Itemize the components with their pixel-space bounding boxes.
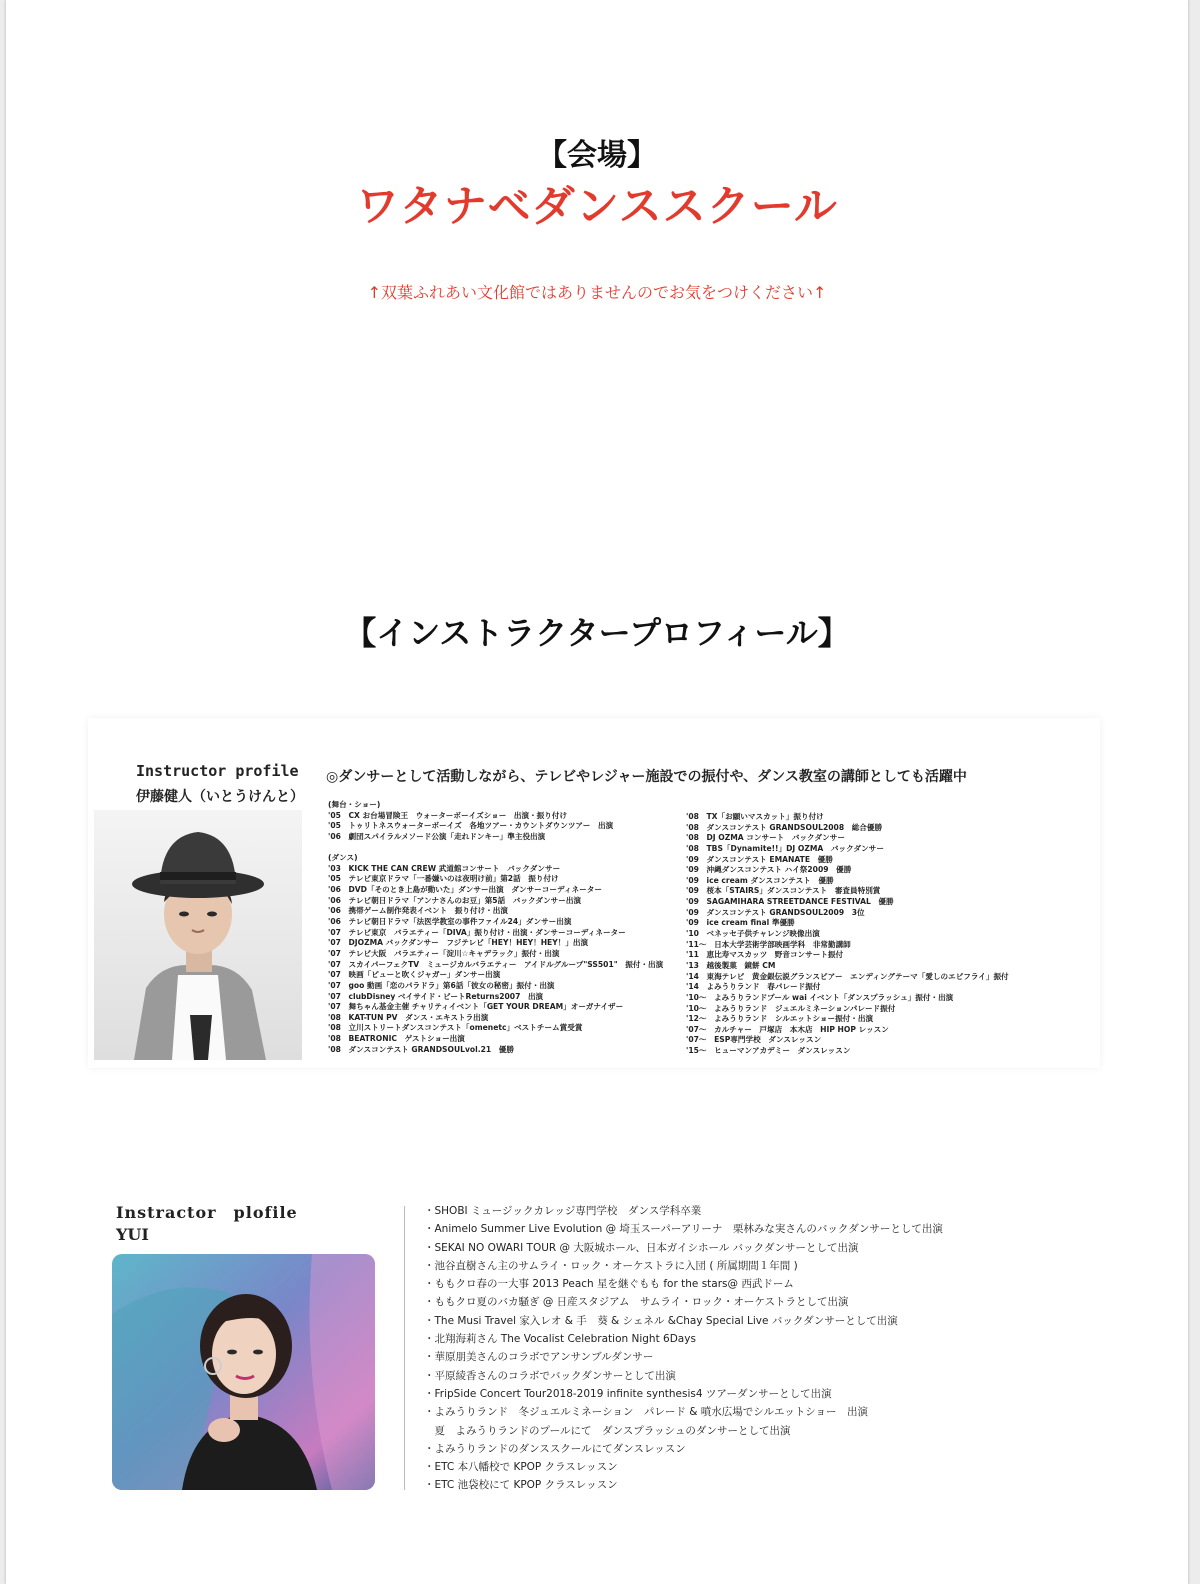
career-line: '09 沖縄ダンスコンテスト ハイ祭2009 優勝 — [686, 865, 852, 875]
career-line: '05 テレビ東京ドラマ「一番嫌いのは夜明け前」第2話 振り付け — [328, 874, 559, 884]
profile1-header: Instructor profile — [136, 762, 299, 780]
profile2-career-list — [424, 1202, 943, 1495]
profile1-name: 伊藤健人（いとうけんと） — [136, 789, 304, 805]
career-line: '12〜 よみうりランド シルエットショー振付・出演 — [686, 1014, 874, 1024]
career-line: '07 舞ちゃん基金主催 チャリティイベント「GET YOUR DREAM」オーガナイザー — [328, 1002, 624, 1012]
career-line: '07 スカイパーフェクTV ミュージカルバラエティー アイドルグループ"SS501" 振付・出演 — [328, 959, 664, 969]
career-line: '06 テレビ朝日ドラマ「アンナさんのお豆」第5話 バックダンサー出演 — [328, 895, 582, 905]
list-item: ・ももクロ春の一大事 2013 Peach 星を継ぐもも for the stars@ 西武ドーム — [424, 1278, 794, 1291]
list-item: ・ETC 本八幡校で KPOP クラスレッスン — [424, 1461, 618, 1474]
career-line: '14 東海テレビ 黄金銀伝説グランスピアー エンディングテーマ「愛しのエビフライ」振付 — [686, 971, 1009, 981]
list-item: ・SHOBI ミュージックカレッジ専門学校 ダンス学科卒業 — [424, 1205, 702, 1217]
venue-name: ワタナベダンススクール — [356, 182, 838, 232]
career-line: '11〜 日本大学芸術学部映画学科 非常勤講師 — [686, 939, 851, 949]
career-line: '06 テレビ朝日ドラマ「法医学教室の事件ファイル24」ダンサー出演 — [328, 917, 572, 927]
career-line: '10 ベネッセ子供チャレンジ映像出演 — [686, 929, 820, 939]
career-line: '09 SAGAMIHARA STREETDANCE FESTIVAL 優勝 — [686, 897, 894, 907]
list-item: ・よみうりランドのダンススクールにてダンスレッスン — [424, 1442, 686, 1455]
list-item: ・北翔海莉さん The Vocalist Celebration Night 6Days — [424, 1333, 696, 1346]
career-line: '09 ice cream ダンスコンテスト 優勝 — [686, 875, 834, 885]
career-line: '05 CX お台場冒険王 ウォーターボーイズショー 出演・振り付け — [328, 810, 568, 820]
venue-note: ↑双葉ふれあい文化館ではありませんのでお気をつけください↑ — [367, 283, 827, 302]
career-line: '07 DJOZMA バックダンサー フジテレビ「HEY！HEY！HEY！」出演 — [328, 938, 589, 948]
career-line: (ダンス) — [328, 853, 358, 863]
list-item: ・Animelo Summer Live Evolution @ 埼玉スーパーアリーナ 栗林みな実さんのバックダンサーとして出演 — [424, 1223, 943, 1236]
career-line: '07 clubDisney ベイサイド・ビートReturns2007 出演 — [328, 991, 544, 1001]
list-item: ・The Musi Travel 家入レオ & 手 葵 & シェネル &Chay Special Live バックダンサーとして出演 — [424, 1314, 898, 1327]
career-line: '06 DVD「そのとき上島が動いた」ダンサー出演 ダンサーコーディネーター — [328, 885, 602, 895]
career-line: '03 KICK THE CAN CREW 武道館コンサート バックダンサー — [328, 863, 561, 873]
career-line: '08 BEATRONIC ゲストショー出演 — [328, 1034, 465, 1044]
career-line: '07〜 ESP専門学校 ダンスレッスン — [686, 1035, 822, 1045]
career-line: '07〜 カルチャー 戸塚店 本木店 HIP HOP レッスン — [686, 1024, 889, 1034]
list-item: ・SEKAI NO OWARI TOUR @ 大阪城ホール、日本ガイシホール バックダンサーとして出演 — [424, 1241, 859, 1254]
career-line — [328, 843, 663, 854]
profile1-career-right — [686, 812, 1009, 1057]
career-line: '09 桜本「STAIRS」ダンスコンテスト 審査員特別賞 — [686, 886, 881, 896]
list-item: ・池谷直樹さん主のサムライ・ロック・オーケストラに入団 ( 所属期間１年間 ) — [424, 1259, 798, 1272]
instructor-profile-heading: 【インストラクタープロフィール】 — [344, 614, 850, 652]
career-line: '06 携帯ゲーム制作発表イベント 振り付け・出演 — [328, 906, 508, 916]
career-line: '08 TBS「Dynamite!!」DJ OZMA バックダンサー — [686, 843, 884, 853]
document-page — [6, 0, 1188, 1584]
career-line: '07 映画「ピューと吹くジャガー」ダンサー出演 — [328, 970, 501, 980]
profile2-name: YUI — [116, 1225, 149, 1244]
venue-label: 【会場】 — [537, 138, 657, 173]
profile2-photo — [112, 1254, 375, 1490]
career-line: '09 ダンスコンテスト GRANDSOUL2009 3位 — [686, 907, 865, 917]
profile2-divider — [404, 1206, 405, 1490]
career-line: (舞台・ショー) — [328, 800, 381, 809]
career-line: '08 ダンスコンテスト GRANDSOULvol.21 優勝 — [328, 1044, 514, 1054]
profile1-lead: ◎ダンサーとして活動しながら、テレビやレジャー施設での振付や、ダンス教室の講師としても活躍中 — [326, 769, 967, 785]
career-line: '14 よみうりランド 春パレード振付 — [686, 982, 821, 992]
career-line: '11 恵比寿マスカッツ 野音コンサート振付 — [686, 950, 844, 960]
profile1-career-left — [328, 800, 663, 1055]
instructor-profile-card-kento — [88, 718, 1100, 1068]
career-line: '10〜 よみうりランド ジュエルミネーションパレード振付 — [686, 1003, 896, 1013]
list-item: ・FripSide Concert Tour2018-2019 infinite synthesis4 ツアーダンサーとして出演 — [424, 1387, 832, 1400]
career-line: '07 テレビ大阪 バラエティー「淀川☆キャデラック」振付・出演 — [328, 948, 560, 958]
career-line: '15〜 ヒューマンアカデミー ダンスレッスン — [686, 1046, 851, 1056]
profile1-photo — [94, 810, 302, 1060]
list-item: 夏 よみうりランドのプールにて ダンスプラッシュのダンサーとして出演 — [424, 1424, 791, 1437]
career-line: '08 立川ストリートダンスコンテスト「omenetc」ベストチーム賞受賞 — [328, 1023, 583, 1033]
career-line: '09 ダンスコンテスト EMANATE 優勝 — [686, 854, 833, 864]
career-line: '08 KAT-TUN PV ダンス・エキストラ出演 — [328, 1012, 489, 1022]
career-line: '10〜 よみうりランドプール wai イベント「ダンスプラッシュ」振付・出演 — [686, 992, 954, 1002]
career-line: '08 DJ OZMA コンサート バックダンサー — [686, 833, 845, 843]
profile2-header: Instractor plofile — [116, 1203, 298, 1222]
list-item: ・平原綾香さんのコラボでバックダンサーとして出演 — [424, 1369, 676, 1382]
list-item: ・ETC 池袋校にて KPOP クラスレッスン — [424, 1479, 618, 1492]
career-line: '08 ダンスコンテスト GRANDSOUL2008 総合優勝 — [686, 822, 883, 832]
career-line: '07 goo 動画「恋のパラドラ」第6話「彼女の秘密」振付・出演 — [328, 980, 555, 990]
career-line: '05 トゥリトネスウォーターボーイズ 各地ツアー・カウントダウンツアー 出演 — [328, 821, 614, 831]
career-line: '06 劇団スパイラルメソード公演「走れドンキー」準主役出演 — [328, 831, 546, 841]
career-line: '13 越後製菓 鏡餅 CM — [686, 960, 776, 970]
list-item: ・華原朋美さんのコラボでアンサンブルダンサー — [424, 1351, 654, 1364]
career-line: '08 TX「お願いマスカット」振り付け — [686, 812, 824, 821]
list-item: ・よみうりランド 冬ジュエルミネーション パレード & 噴水広場でシルエットショー 出演 — [424, 1406, 869, 1419]
career-line: '07 テレビ東京 バラエティー「DIVA」振り付け・出演・ダンサーコーディネーター — [328, 927, 626, 937]
list-item: ・ももクロ夏のバカ騒ぎ @ 日産スタジアム サムライ・ロック・オーケストラとして出演 — [424, 1296, 849, 1309]
career-line: '09 ice cream final 準優勝 — [686, 918, 795, 928]
